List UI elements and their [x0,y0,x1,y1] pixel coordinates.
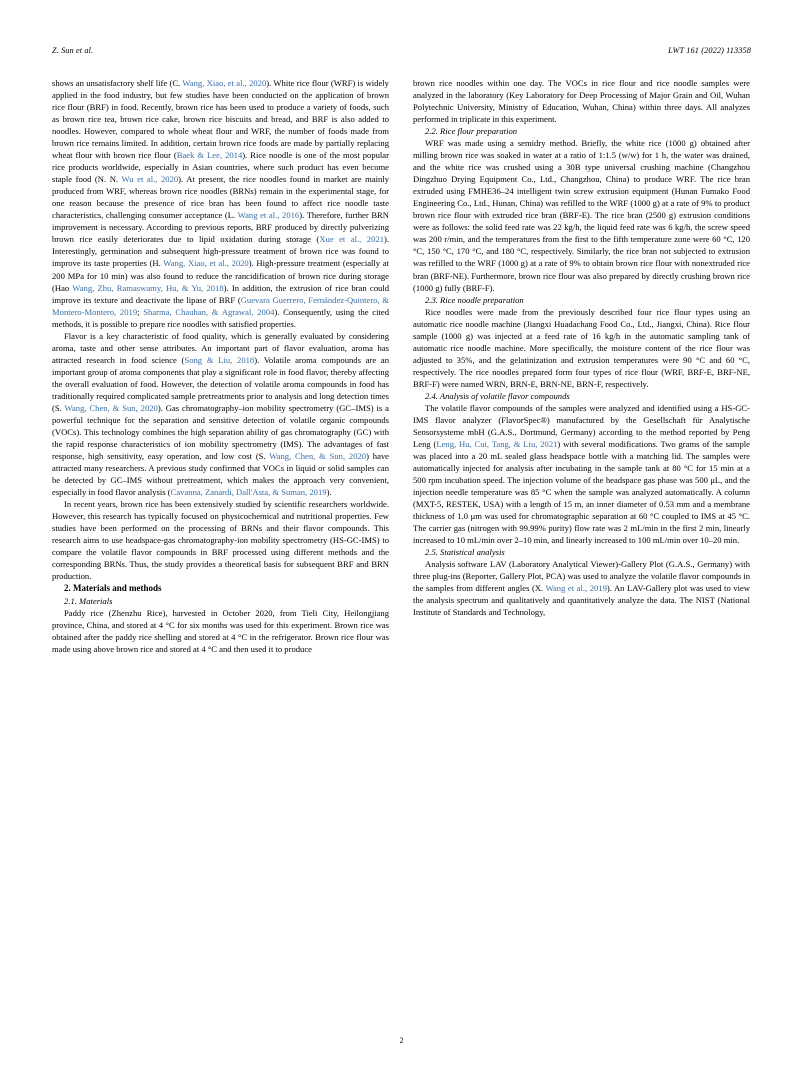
running-head-authors: Z. Sun et al. [52,46,94,55]
running-head-journal: LWT 161 (2022) 113358 [668,46,751,55]
text-run: ). High-pressure treatment (especially at 200 MPa for 10 min) was also found to reduce the rancidification of brown rice during storage (Hao [52,258,389,293]
citation-link[interactable]: Wang, Xiao, et al., 2020 [182,78,267,88]
two-column-body [52,77,751,655]
text-run: ). Therefore, further BRN improvement is necessary. According to previous reports, BRF produced by directly pulverizing brown rice easily deteriorates due to lipid oxidation during storage ( [52,210,389,245]
page-number: 2 [399,1036,404,1045]
citation-link[interactable]: Wang et al., 2019 [545,583,607,594]
left-column [52,77,389,655]
paragraph-rice-flour-preparation: WRF was made using a semidry method. Briefly, the white rice (1000 g) obtained after milling brown rice was soaked in water at a ratio of 1:1.5 (w/w) for 1 h, the water was drained, and the white rice was crushed using a 30B type universal crushing machine (Changzhou Dingzhuo Drying Equipment Co., Ltd., Changzhou, China) to produce WRF. The rice bran extruded using FMHE36–24 intelligent twin screw extrusion equipment (Hunan Fumako Food Engineering Co., Ltd., Hunan, China) was refilled to the WRF (1000 g) at a rate of 9% to product brown rice flour with extruded rice bran (BRF-E). The rice bran (2500 g) extrusion conditions were as follows: the solid feed rate was 22 kg/h, the liquid feed rate was 6 kg/h, the screw speed was 200 r/min, and the temperatures from the first to the fifth temperature zone were 60 °C, 120 °C, 150 °C, 170 °C, and 180 °C, respectively. Similarly, the rice bran not subjected to extrusion was refilled to the WRF (1000 g) at a rate of 9% to obtain brown rice flour with nonextruded rice bran (BRF-NE). Furthermore, brown rice flour was also prepared by directly crushing brown rice (1000 g) fully (BRF-F). [413,138,750,293]
citation-link[interactable]: Leng, Hu, Cui, Tang, & Liu, 2021 [436,438,558,449]
text-run: ). At present, the rice noodles found in market are mainly produced from WRF, whereas brown rice noodles (BRNs) remain in the experimental stage, for one reason because the presence of rice bran has been found to affect rice noodle taste characteristics, challenging consumer acceptance (L. [52,174,390,221]
citation-link[interactable]: Wang, Chen, & Sun, 2020 [269,450,367,461]
text-run: ) with several modifications. Two grams of the sample was placed into a 20 mL sealed glass headspace bottle with a matching lid. The samples were automatically injected for analysis after incubating in the sample tank at 80 °C for 15 min at a 500 rpm incubation speed. The injection volume of the headspace gas phase was 500 μL, and the injection needle temperature was 85 °C when the sample was analyzed automatically. A column (MXT-5, RESTEK, USA) with a length of 15 m, an inner diameter of 0.53 mm and a membrane thickness of 1.0 μm was used for chromatographic separation at 60 °C coupled to IMS at 45 °C. The carrier gas (nitrogen with 99.99% purity) flow rate was 2 mL/min in the first 2 min, linearly increased to 10 mL/min over 2–10 min, and linearly increased to 100 mL/min over 10–20 min. [413,438,750,546]
text-run: ). Rice noodle is one of the most popular rice products worldwide, especially in Asian countries, where such product has even become staple food (N. N. [52,150,389,185]
citation-link[interactable]: Guevara Guerrero, Fernández-Quintero, & Montero-Montero, 2019 [52,294,389,317]
paragraph-volatile-flavor-analysis [413,402,750,546]
paragraph-materials: Paddy rice (Zhenzhu Rice), harvested in October 2020, from Tieli City, Heilongjiang province, China, and stored at 4 °C for six months was used for this experiment. Brown rice was obtained after the paddy rice shelling and stored at 4 °C in the refrigerator. Brown rice flour was made using above brown rice and stored at 4 °C and then used it to produce [52,607,389,655]
subsection-heading-materials: 2.1. Materials [64,595,113,606]
text-run: shows an unsatisfactory shelf life (C. [52,78,183,88]
citation-link[interactable]: Wang, Xiao, et al., 2020 [163,258,249,269]
paragraph-aims: In recent years, brown rice has been extensively studied by scientific researchers worldwide. However, this research has typically focused on physicochemical and nutritional properties. Few studies have been performed on the processing of BRNs and their flavor compounds. This research aims to use headspace-gas chromatography-ion mobility spectrometry (HS-GC-IMS) to compare the volatile flavor compounds in BRF processed using different methods and the corresponding BRNs. Thus, the study provides a theoretical basis for subsequent BRF and BRN production. [52,499,389,582]
citation-link[interactable]: Sharma, Chauhan, & Agrawal, 2004 [143,306,275,317]
paragraph-rice-noodle-preparation: Rice noodles were made from the previously described four rice flour types using an automatic rice noodle machine (Jiangxi Huadachang Food Co., Ltd., Jiangxi, China). Rice flour sample (1000 g) was injected at a feed rate of 16 kg/h in the automatic sampling tank of automatic rice noodle machine. More specifically, the moisture content of the rice flour was adjusted to 35%, and the gelatinization and extrusion temperatures were 90 °C and 60 °C, respectively. The rice noodles prepared form four types of rice flour (WRF, BRF-E, BRF-NE, BRF-F) were named WRN, BRN-E, BRN-NE, BRN-F, respectively. [413,306,750,389]
citation-link[interactable]: Wang, Zhu, Ramaswamy, Hu, & Yu, 2018 [72,282,224,293]
paragraph-continuation-right: brown rice noodles within one day. The VOCs in rice flour and rice noodle samples were analyzed in the laboratory (Key Laboratory for Deep Processing of Major Grain and Oil, Wuhan Polytechnic University, Ministry of Education, Wuhan, China) within three days. All analyzes performed in triplicate in this experiment. [413,78,750,125]
citation-link[interactable]: Wu et al., 2020 [121,174,179,185]
text-run: ). Volatile aroma compounds are an important group of aroma components that play a significant role in food flavor, thereby affecting the overall evaluation of food. However, the detection of volatile aroma compounds in food has traditionally required complicated sample pretreatments prior to analysis and long detection times (S. [52,354,389,413]
citation-link[interactable]: Wang et al., 2016 [237,210,300,221]
text-run: ). Interestingly, germination and subsequent high-pressure treatment of brown rice was found to improve its taste properties (H. [52,234,390,269]
text-run: Flavor is a key characteristic of food quality, which is generally evaluated by considering aroma, taste and other sense attributes. An important part of flavor evaluation, aroma has attracted research in food science ( [52,330,389,365]
text-run: Analysis software LAV (Laboratory Analytical Viewer)-Gallery Plot (G.A.S., Germany) with three plug-ins (Reporter, Gallery Plot, PCA) was used to analyze the volatile flavor compounds in the samples from different angles (X. [413,559,750,594]
text-run: ). An LAV-Gallery plot was used to view the analysis spectrum and qualitatively and quantitatively analyze the data. The NIST (National Institute of Standards and Technology, [413,583,750,618]
citation-link[interactable]: Wang, Chen, & Sun, 2020 [64,402,158,413]
paragraph-flavor [52,330,389,498]
citation-link[interactable]: Baek & Lee, 2014 [176,150,243,161]
text-run: ). In addition, the extrusion of rice bran could improve its texture and deactivate the lipase of BRF ( [52,282,389,305]
text-run: ). White rice flour (WRF) is widely applied in the food industry, but few studies have been conducted on the application of brown rice flour (BRF) in food. Recently, brown rice has been used to produce a variety of foods, such as brown rice tea, brown rice cake, brown rice biscuits and bread, and BRF is also added to noodles. However, compared to whole wheat flour and WRF, the number of foods made from brown rice remains limited. In addition, certain brown rice foods are made by partially replacing wheat flour with brown rice flour ( [52,78,389,161]
subsection-heading-rice-flour-preparation: 2.2. Rice flour preparation [425,126,518,137]
paragraph-continuation [52,77,389,330]
text-run: ). Gas chromatography–ion mobility spectrometry (GC–IMS) is a powerful technique for the separation and sensitive detection of volatile organic compounds (VOCs). This technology combines the high separation ability of gas chromatography (GC) with the rapid response characteristics of ion mobility spectrometry (IMS). The advantages of fast response, high sensitivity, easy operation, and low cost (S. [52,402,389,461]
right-column [413,77,750,655]
subsection-heading-statistical-analysis: 2.5. Statistical analysis [425,547,505,558]
text-run: ). Consequently, using the cited methods, it is possible to prepare rice noodles with satisfied properties. [52,306,390,329]
running-head [52,46,751,55]
subsection-heading-rice-noodle-preparation: 2.3. Rice noodle preparation [425,294,524,305]
section-heading-materials-and-methods: 2. Materials and methods [64,583,162,594]
text-run: The volatile flavor compounds of the samples were analyzed and identified using a HS-GC-IMS flavor analyzer (FlavorSpec®) manufactured by the Gesellschaft für Analytische Sensorsysteme mbH (G.A.S., Dortmund, Germany) according to the method reported by Peng Leng ( [413,402,750,449]
subsection-heading-volatile-flavor-analysis: 2.4. Analysis of volatile flavor compounds [425,390,570,401]
text-run: ; [137,306,144,317]
text-run: ) have attracted many researchers. A previous study confirmed that VOCs in liquid or solid samples can be detected by GC–IMS without pretreatment, which makes the approach very convenient, especially in food flavor analysis ( [52,450,389,498]
citation-link[interactable]: Xue et al., 2021 [319,234,384,245]
paragraph-statistical-analysis [413,558,750,618]
citation-link[interactable]: Song & Liu, 2018 [184,354,255,365]
text-run: ). [326,487,332,498]
citation-link[interactable]: Cavanna, Zanardi, Dall'Asta, & Suman, 2019 [170,487,327,498]
